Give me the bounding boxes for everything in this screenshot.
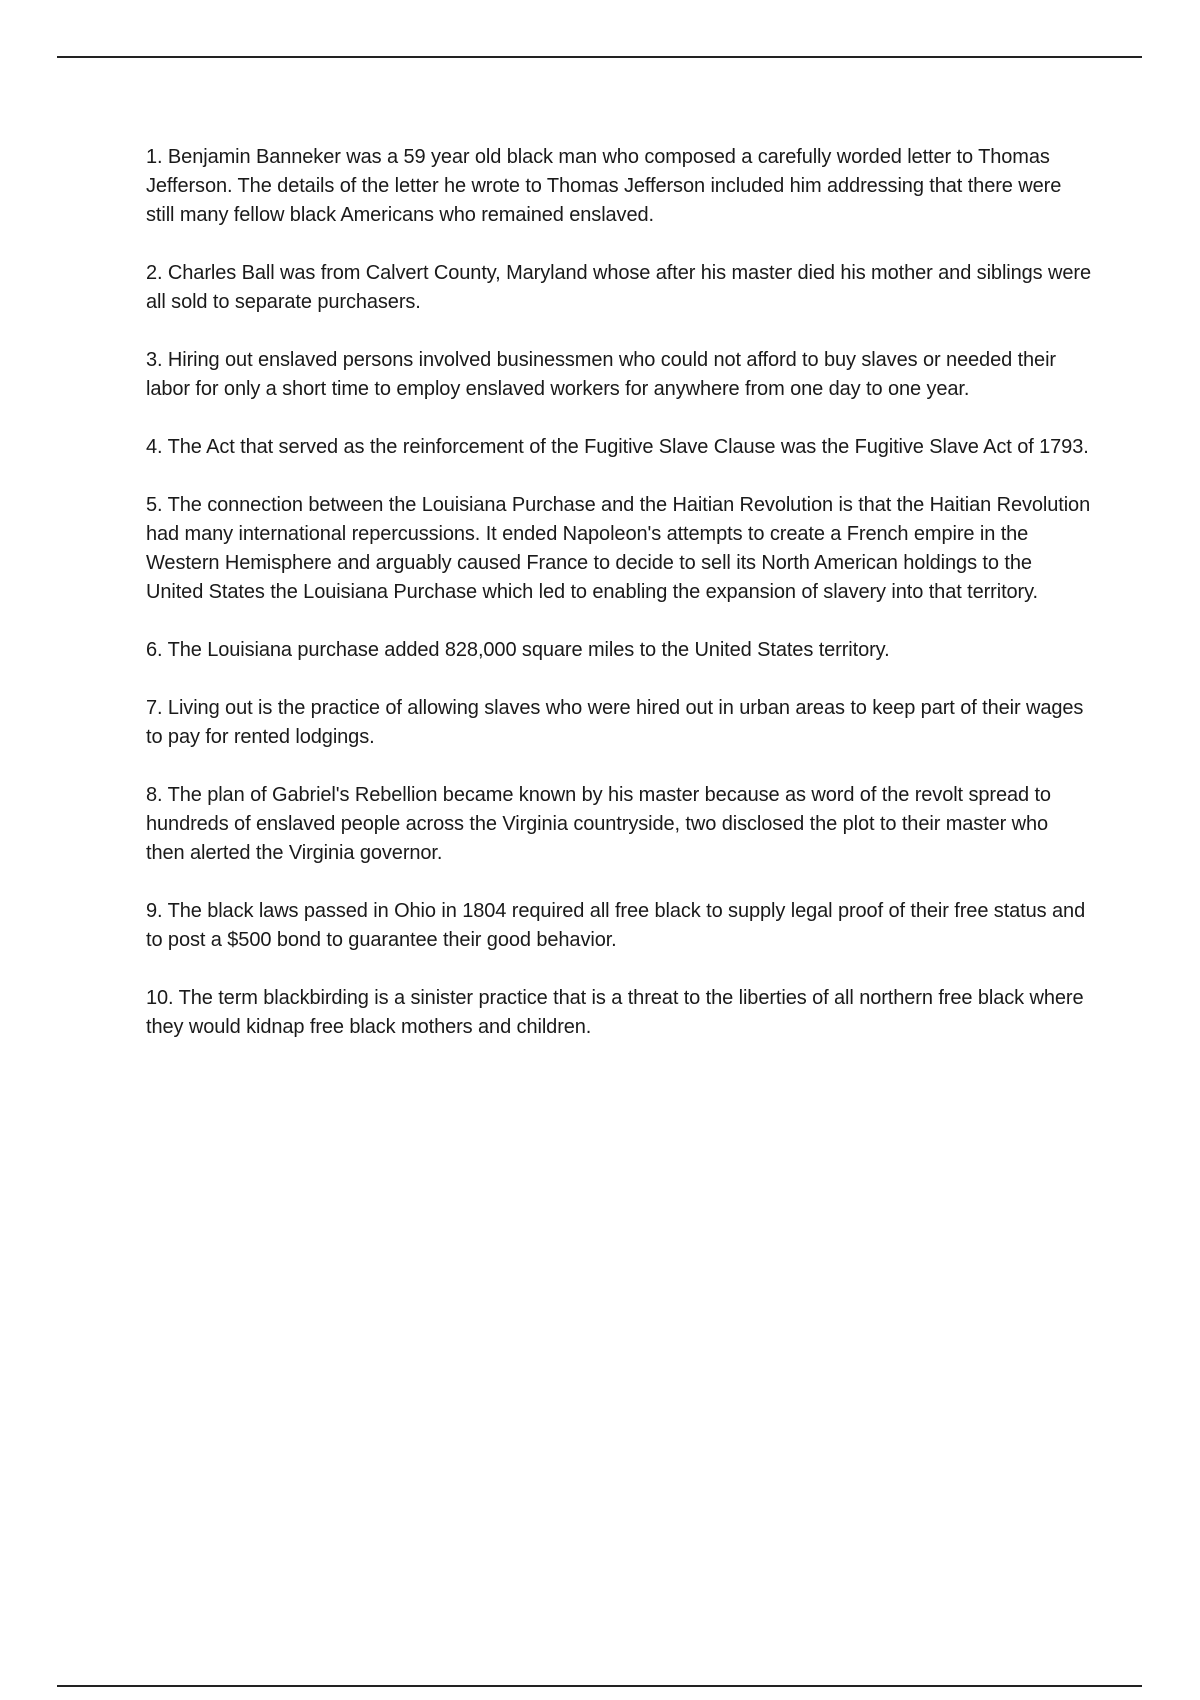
answer-item-10: 10. The term blackbirding is a sinister practice that is a threat to the liberties of all northern free black where they would kidnap free black mothers and children. [146,987,1084,1038]
top-rule [57,56,1142,58]
answer-item-2: 2. Charles Ball was from Calvert County, Maryland whose after his master died his mother and siblings were all sold to separate purchasers. [146,262,1091,313]
bottom-rule [57,1685,1142,1687]
answer-item-6: 6. The Louisiana purchase added 828,000 square miles to the United States territory. [146,639,890,661]
answer-item-5: 5. The connection between the Louisiana Purchase and the Haitian Revolution is that the Haitian Revolution had many international repercussions. It ended Napoleon's attempts to create a French empire in the Western Hemisphere and arguably caused France to decide to sell its North American holdings to the United States the Louisiana Purchase which led to enabling the expansion of slavery into that territory. [146,494,1091,603]
answer-item-9: 9. The black laws passed in Ohio in 1804 required all free black to supply legal proof of their free status and to post a $500 bond to guarantee their good behavior. [146,900,1086,951]
answer-item-7: 7. Living out is the practice of allowing slaves who were hired out in urban areas to keep part of their wages to pay for rented lodgings. [146,697,1084,748]
answer-item-1: 1. Benjamin Banneker was a 59 year old black man who composed a carefully worded letter to Thomas Jefferson. The details of the letter he wrote to Thomas Jefferson included him addressing that there were still many fellow black Americans who remained enslaved. [146,146,1062,226]
answer-item-3: 3. Hiring out enslaved persons involved businessmen who could not afford to buy slaves or needed their labor for only a short time to employ enslaved workers for anywhere from one day to one year. [146,349,1056,400]
document-body [146,143,1092,1071]
answer-item-4: 4. The Act that served as the reinforcement of the Fugitive Slave Clause was the Fugitive Slave Act of 1793. [146,436,1089,458]
answer-item-8: 8. The plan of Gabriel's Rebellion became known by his master because as word of the revolt spread to hundreds of enslaved people across the Virginia countryside, two disclosed the plot to their master who then alerted the Virginia governor. [146,784,1051,864]
